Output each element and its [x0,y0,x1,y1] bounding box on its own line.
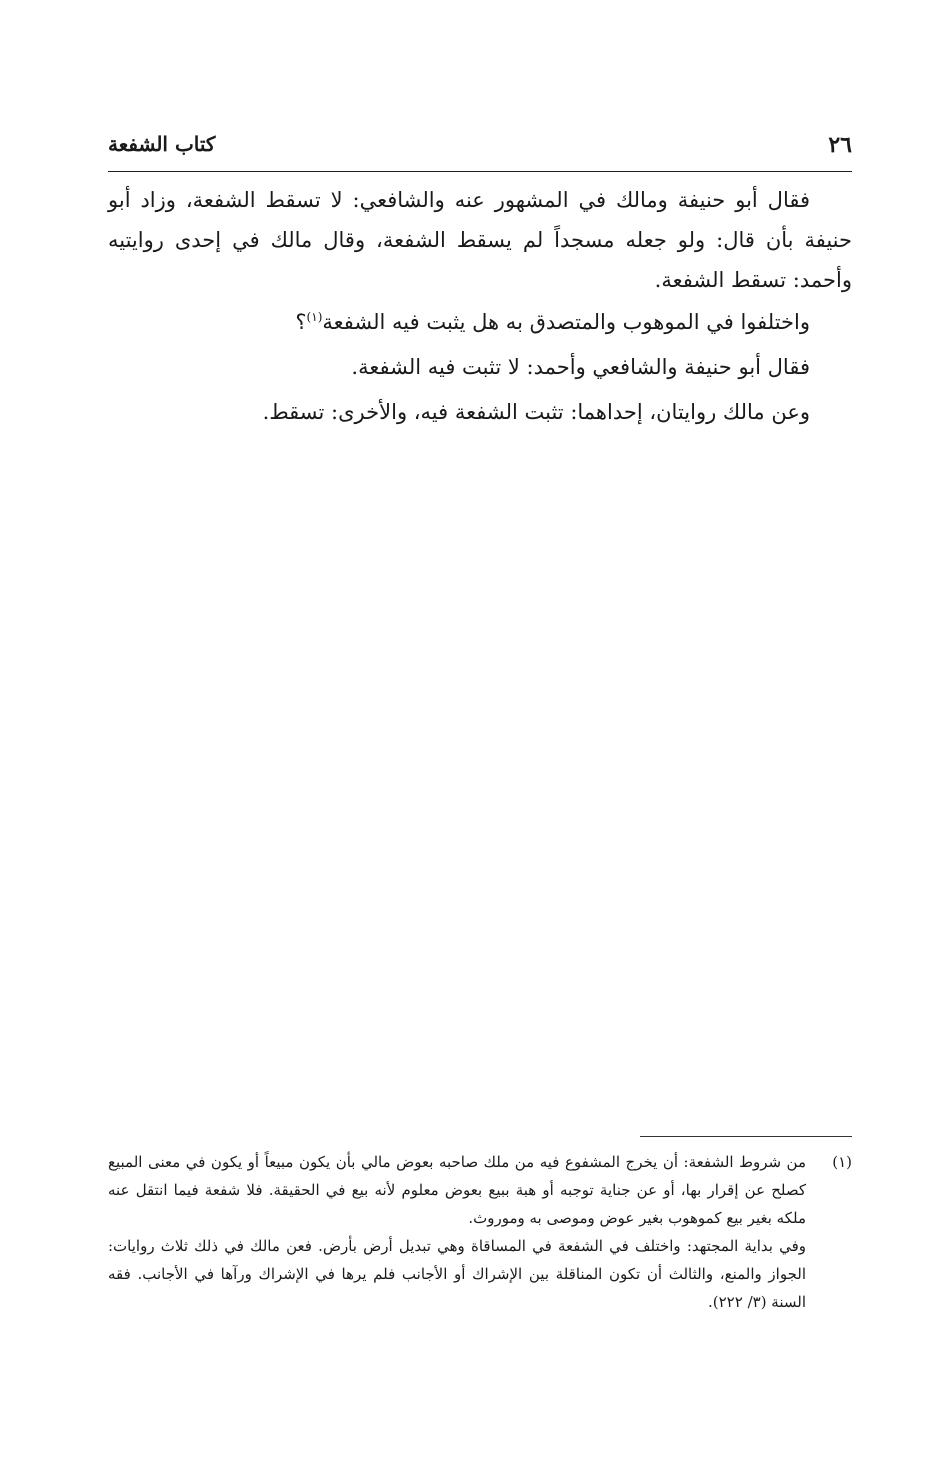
paragraph-text: واختلفوا في الموهوب والمتصدق به هل يثبت فيه الشفعة [322,310,810,334]
footnote-rule [640,1136,852,1137]
paragraph: فقال أبو حنيفة والشافعي وأحمد: لا تثبت فيه الشفعة. [351,355,810,379]
page-number: ٢٦ [828,132,852,158]
footnote-marker: (١) [832,1153,852,1171]
footnote-paragraph: وفي بداية المجتهد: واختلف في الشفعة في المساقاة وهي تبديل أرض بأرض. فعن مالك في ذلك ثلاث روايات: الجواز والمنع، والثالث أن تكون المناقلة بين الإشراك أو الأجانب فلم يرها في الإشراك ورآها في الأجانب. فقه السنة (٣/ ٢٢٢). [108,1237,806,1311]
paragraph: فقال أبو حنيفة ومالك في المشهور عنه والشافعي: لا تسقط الشفعة، وزاد أبو حنيفة بأن قال: ولو جعله مسجداً لم يسقط الشفعة، وقال مالك في إحدى روايتيه وأحمد: تسقط الشفعة. [108,188,852,292]
question-mark: ؟ [295,310,307,334]
footnotes [108,1148,852,1316]
header-rule [108,171,852,172]
paragraph: وعن مالك روايتان، إحداهما: تثبت الشفعة فيه، والأخرى: تسقط. [262,400,810,424]
footnote-paragraph: من شروط الشفعة: أن يخرج المشفوع فيه من ملك صاحبه بعوض مالي بأن يكون مبيعاً أو يكون في معنى المبيع كصلح عن إقرار بها، أو عن جناية توجبه أو هبة ببيع بعوض معلوم لأنه بيع في الحقيقة. فلا شفعة فيما انتقل عنه ملكه بغير بيع كموهوب بغير عوض وموصى به وموروث. [108,1153,806,1227]
main-text [108,180,852,437]
footnote-reference[interactable]: (١) [306,310,323,324]
footnote [108,1148,852,1316]
page-header [108,130,852,170]
running-title: كتاب الشفعة [108,132,216,156]
paragraph-with-footnote [108,302,852,342]
